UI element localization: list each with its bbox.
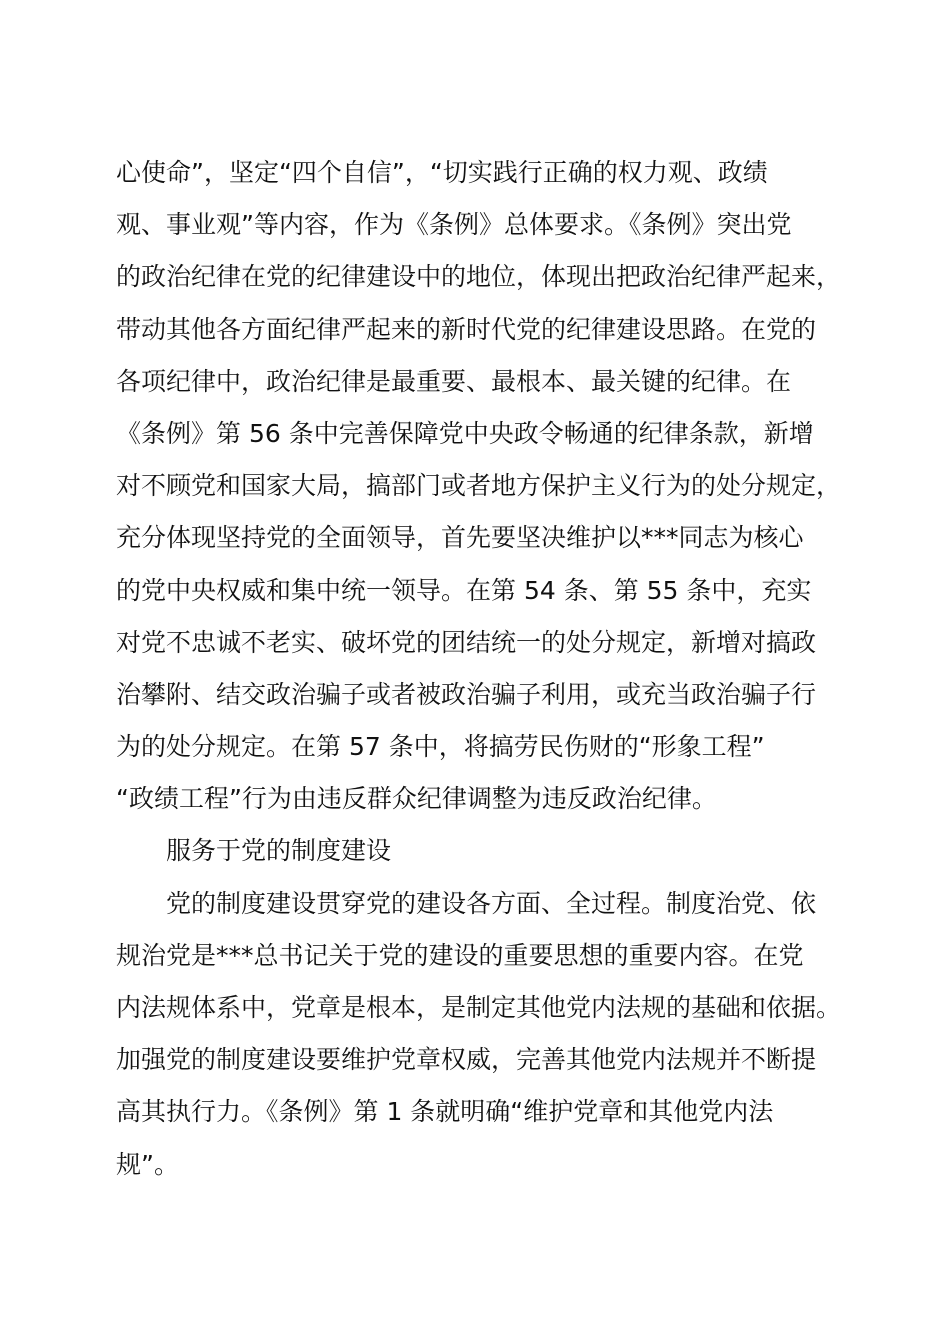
text-line: 对党不忠诚不老实、破坏党的团结统一的处分规定，新增对搞政: [116, 627, 817, 657]
text-line: 党的制度建设贯穿党的建设各方面、全过程。制度治党、依: [166, 888, 817, 918]
text-line: 充分体现坚持党的全面领导，首先要坚决维护以***同志为核心: [116, 523, 804, 553]
paragraph-institutional-building: [116, 878, 856, 1191]
text-line: 各项纪律中，政治纪律是最重要、最根本、最关键的纪律。在: [116, 366, 792, 396]
text-line: 高其执行力。《条例》第 1 条就明确“维护党章和其他党内法: [116, 1097, 774, 1127]
text-line: 治攀附、结交政治骗子或者被政治骗子利用，或充当政治骗子行: [116, 679, 817, 709]
document-body: [116, 147, 856, 1191]
text-line: 观、事业观”等内容，作为《条例》总体要求。《条例》突出党: [116, 210, 792, 240]
text-line: 对不顾党和国家大局，搞部门或者地方保护主义行为的处分规定，: [116, 471, 842, 501]
text-line: 的党中央权威和集中统一领导。在第 54 条、第 55 条中，充实: [116, 575, 812, 605]
section-heading: 服务于党的制度建设: [166, 836, 392, 866]
text-line: 带动其他各方面纪律严起来的新时代党的纪律建设思路。在党的: [116, 314, 817, 344]
text-line: 为的处分规定。在第 57 条中，将搞劳民伤财的“形象工程”: [116, 732, 765, 762]
text-line: 规”。: [116, 1149, 179, 1179]
text-line: 规治党是***总书记关于党的建设的重要思想的重要内容。在党: [116, 940, 804, 970]
text-line: 《条例》第 56 条中完善保障党中央政令畅通的纪律条款，新增: [116, 418, 814, 448]
paragraph-political-discipline: [116, 147, 856, 825]
text-line: “政绩工程”行为由违反群众纪律调整为违反政治纪律。: [116, 784, 717, 814]
text-line: 心使命”，坚定“四个自信”，“切实践行正确的权力观、政绩: [116, 158, 768, 187]
text-line: 内法规体系中，党章是根本，是制定其他党内法规的基础和依据。: [116, 993, 842, 1022]
text-line: 加强党的制度建设要维护党章权威，完善其他党内法规并不断提: [116, 1045, 817, 1075]
text-line: 的政治纪律在党的纪律建设中的地位，体现出把政治纪律严起来，: [116, 262, 842, 292]
